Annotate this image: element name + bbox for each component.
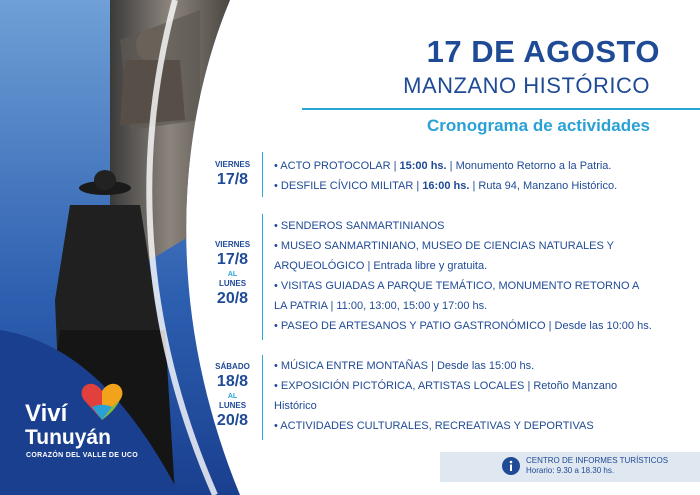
info-center-title: CENTRO DE INFORMES TURÍSTICOS bbox=[526, 456, 669, 465]
block2-date1: 17/8 bbox=[216, 251, 249, 268]
header-divider bbox=[302, 108, 700, 110]
block1-date1: 17/8 bbox=[216, 171, 249, 188]
heart-logo-icon bbox=[80, 382, 124, 422]
block2-line-6: • PASEO DE ARTESANOS Y PATIO GASTRONÓMICO | Desde las 10:00 hs. bbox=[274, 320, 652, 332]
block2-divider bbox=[262, 214, 263, 340]
block3-line-1: • MÚSICA ENTRE MONTAÑAS | Desde las 15:00 hs. bbox=[274, 360, 535, 372]
block2-al: AL bbox=[227, 271, 238, 278]
block3-day2: LUNES bbox=[218, 401, 247, 410]
event-date-title: 17 DE AGOSTO bbox=[426, 34, 660, 69]
info-icon bbox=[502, 457, 520, 475]
block3-date2: 20/8 bbox=[216, 412, 249, 429]
block2-day1: VIERNES bbox=[214, 240, 251, 249]
block1-day1: VIERNES bbox=[214, 160, 251, 169]
event-place-title: MANZANO HISTÓRICO bbox=[403, 73, 650, 98]
block3-day1: SÁBADO bbox=[215, 362, 250, 371]
block2-line-4: • VISITAS GUIADAS A PARQUE TEMÁTICO, MONUMENTO RETORNO A bbox=[274, 280, 640, 292]
info-center-hours: Horario: 9.30 a 18.30 hs. bbox=[526, 466, 615, 475]
block3-date1: 18/8 bbox=[216, 373, 249, 390]
info-footer-text bbox=[526, 456, 668, 476]
block3-line-2: • EXPOSICIÓN PICTÓRICA, ARTISTAS LOCALES | Retoño Manzano bbox=[274, 380, 618, 392]
block1-item-1: • ACTO PROTOCOLAR | 15:00 hs. | Monumento Retorno a la Patria. bbox=[274, 160, 612, 172]
block3-divider bbox=[262, 355, 263, 440]
block1-divider bbox=[262, 152, 263, 197]
block2-line-5: LA PATRIA | 11:00, 13:00, 15:00 y 17:00 hs. bbox=[274, 300, 488, 312]
block1-date bbox=[205, 160, 260, 190]
logo-line-2: Tunuyán bbox=[25, 426, 111, 449]
block2-day2: LUNES bbox=[218, 279, 247, 288]
block2-line-3: ARQUEOLÓGICO | Entrada libre y gratuita. bbox=[274, 260, 488, 272]
schedule-subtitle: Cronograma de actividades bbox=[427, 116, 650, 135]
block2-line-1: • SENDEROS SANMARTINIANOS bbox=[274, 220, 445, 232]
block3-al: AL bbox=[227, 393, 238, 400]
block3-line-3: Histórico bbox=[274, 400, 317, 412]
block3-date bbox=[205, 362, 260, 431]
logo-tagline: CORAZÓN DEL VALLE DE UCO bbox=[26, 452, 138, 459]
block3-line-4: • ACTIVIDADES CULTURALES, RECREATIVAS Y DEPORTIVAS bbox=[274, 420, 594, 432]
block1-item-2: • DESFILE CÍVICO MILITAR | 16:00 hs. | Ruta 94, Manzano Histórico. bbox=[274, 180, 618, 192]
logo-line-1: Viví bbox=[25, 400, 68, 427]
block2-line-2: • MUSEO SANMARTINIANO, MUSEO DE CIENCIAS NATURALES Y bbox=[274, 240, 615, 252]
block2-date2: 20/8 bbox=[216, 290, 249, 307]
block2-date bbox=[205, 240, 260, 309]
